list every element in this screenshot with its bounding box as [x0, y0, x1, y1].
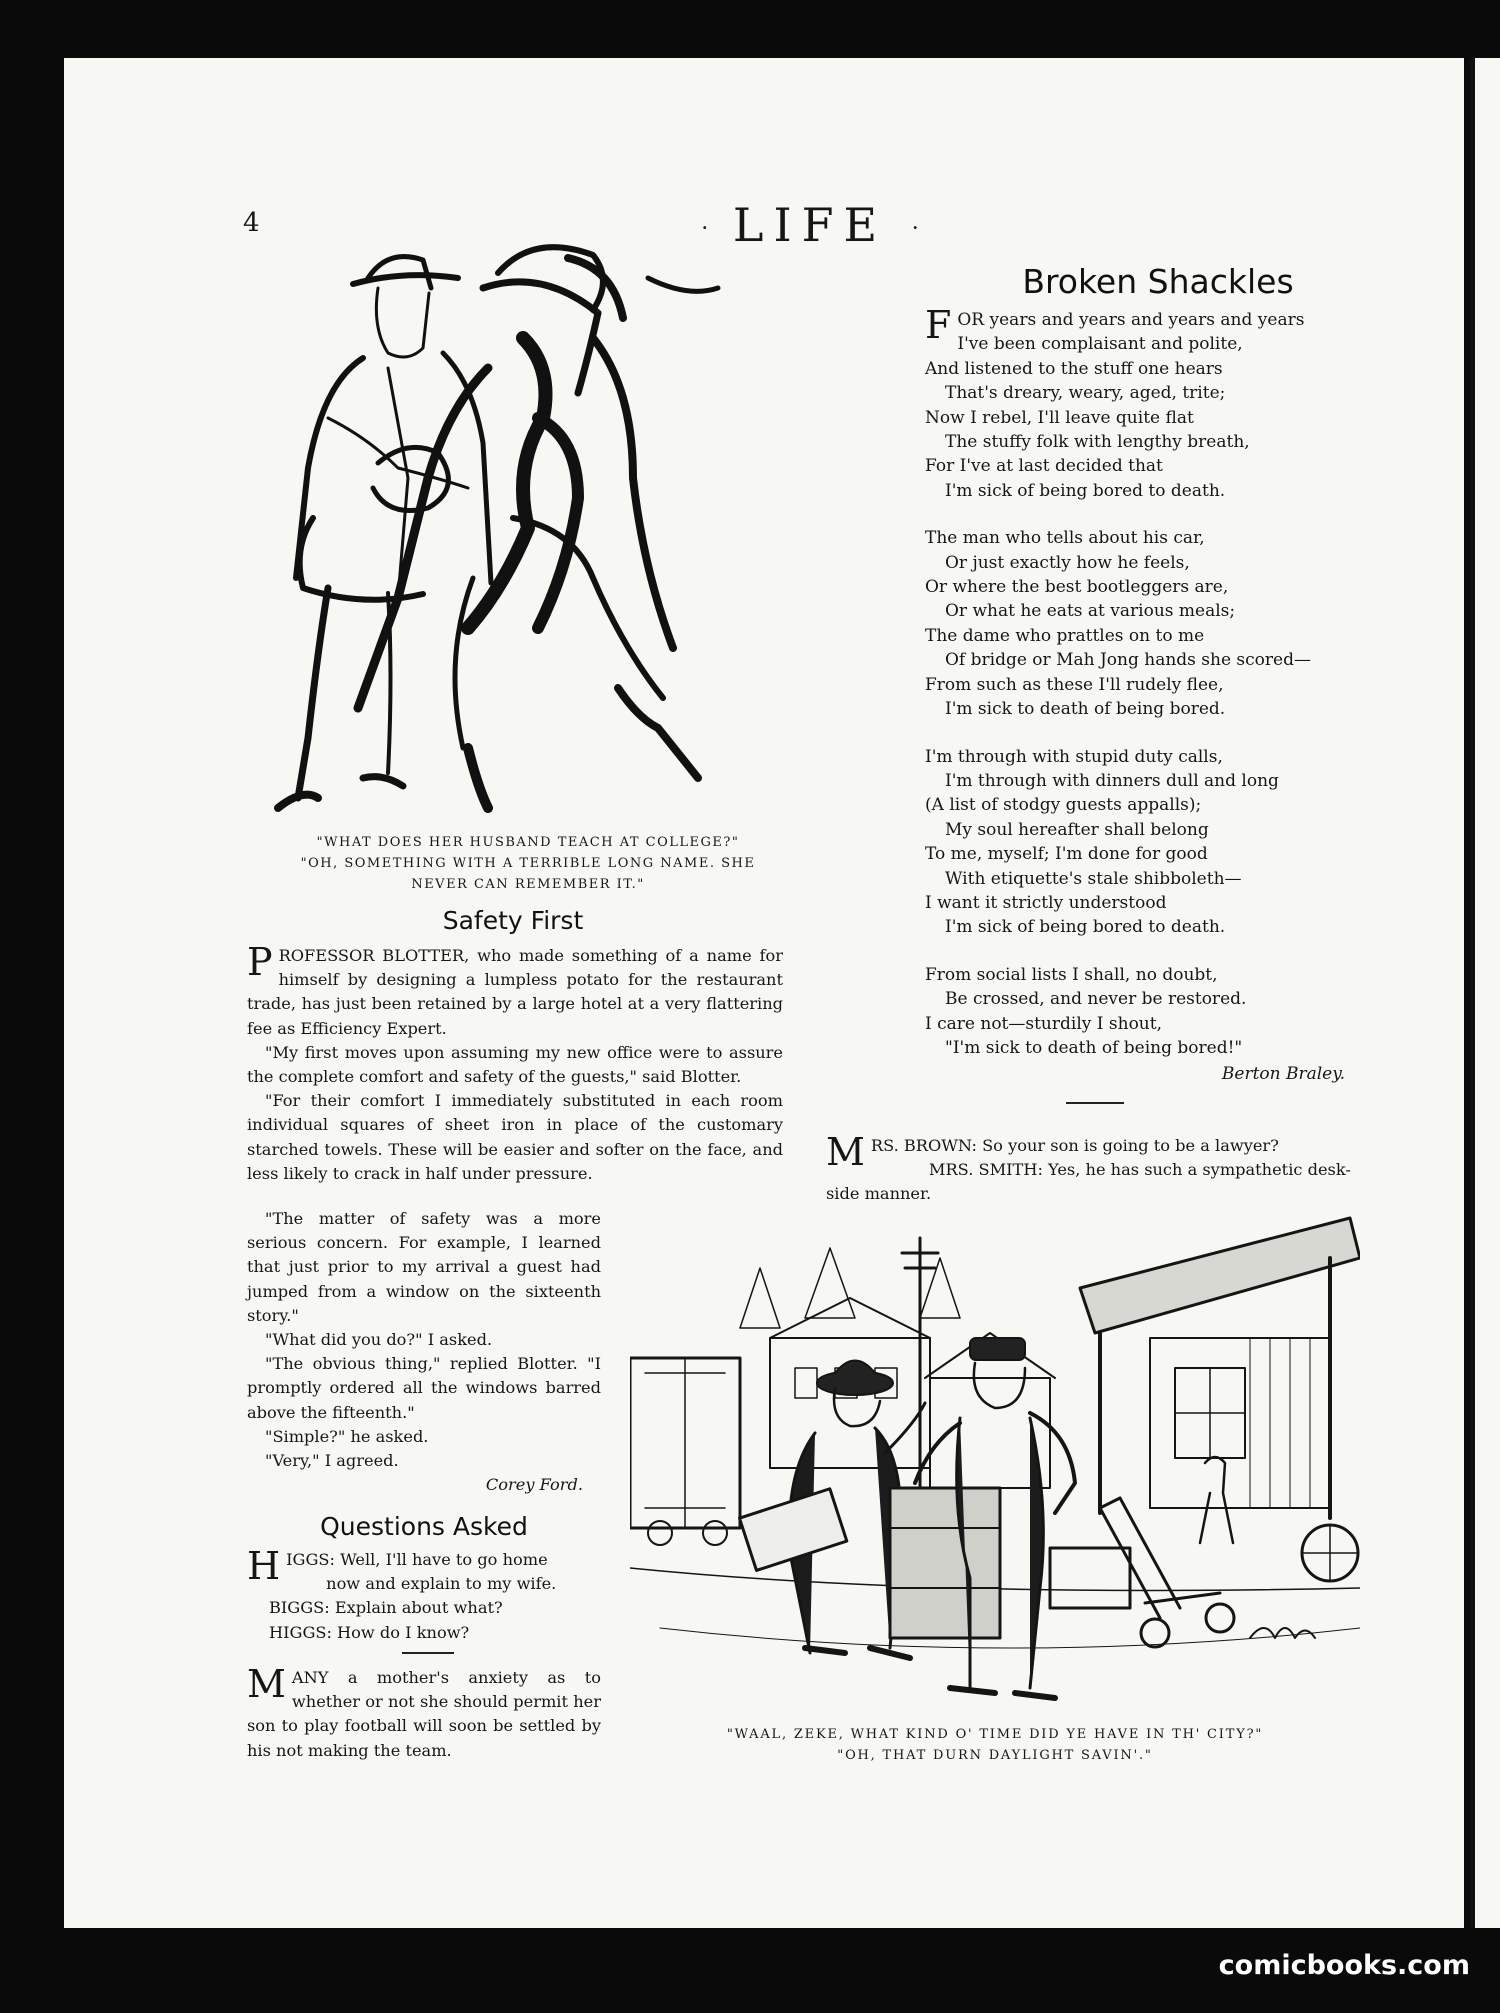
poem-line: From social lists I shall, no doubt, — [925, 964, 1218, 985]
questions-asked-body — [247, 1544, 607, 1645]
poem-line: I'm through with stupid duty calls, — [925, 746, 1223, 767]
facing-page-edge — [1470, 58, 1500, 1928]
station-cartoon — [630, 1208, 1360, 1718]
article-paragraph: "Simple?" he asked. — [265, 1426, 429, 1446]
article-paragraph: "What did you do?" I asked. — [265, 1330, 493, 1350]
article-paragraph: "Very," I agreed. — [265, 1451, 399, 1471]
joke-line: MRS. BROWN: So your son is going to be a lawyer? — [826, 1130, 1279, 1174]
poem-line: Or just exactly how he feels, — [945, 552, 1190, 573]
sketch-caption-line: "OH, SOMETHING WITH A TERRIBLE LONG NAME. SHE — [300, 856, 756, 871]
article-paragraph: "My first moves upon assuming my new office were to assure the complete comfort and safety of the guests," said Blotter. — [247, 1042, 783, 1087]
poem-line: The dame who prattles on to me — [925, 625, 1205, 646]
poem-body — [925, 303, 1345, 1087]
dialogue-line: HIGGS: Well, I'll have to go home — [247, 1544, 548, 1588]
dialogue-line: now and explain to my wife. — [326, 1574, 557, 1594]
masthead-dot-right: · — [911, 216, 919, 242]
poem-line: I've been complaisant and polite, — [957, 334, 1243, 355]
safety-first-body-wide — [247, 940, 783, 1186]
poem-line: Be crossed, and never be restored. — [945, 989, 1247, 1010]
poem-stanza — [925, 526, 1335, 721]
section-rule — [1066, 1102, 1124, 1104]
article-paragraph: PROFESSOR BLOTTER, who made something of a name for himself by designing a lumpless potato for the restaurant trade, has just been retained by a large hotel at a very flattering fee as Efficiency Expert. — [247, 940, 783, 1038]
article-paragraph: "For their comfort I immediately substituted in each room individual squares of sheet iron in place of the customary starched towels. These will be easier and softer on the face, and less likely to crack in half under pressure. — [247, 1091, 783, 1183]
football-quip — [247, 1662, 601, 1763]
poem-line: I'm through with dinners dull and long — [945, 770, 1279, 791]
safety-first-body-narrow — [247, 1207, 601, 1497]
sketch-caption-line: NEVER CAN REMEMBER IT." — [411, 877, 645, 892]
cartoon-caption-line: "WAAL, ZEKE, WHAT KIND O' TIME DID YE HAVE IN TH' CITY?" — [726, 1727, 1264, 1742]
poem-line: I'm sick of being bored to death. — [945, 480, 1226, 501]
article-paragraph: "The obvious thing," replied Blotter. "I promptly ordered all the windows barred above the fifteenth." — [247, 1354, 601, 1422]
poem-line: The stuffy folk with lengthy breath, — [945, 432, 1250, 453]
page-number: 4 — [243, 208, 260, 238]
poem-line: (A list of stodgy guests appalls); — [925, 795, 1202, 816]
joke-line: side manner. — [826, 1184, 932, 1204]
poem-line: I want it strictly understood — [925, 892, 1167, 913]
section-rule — [402, 1652, 454, 1654]
masthead-dot-left: · — [701, 216, 709, 242]
poem-line: FOR years and years and years and years — [925, 303, 1305, 347]
poem-title: Broken Shackles — [1022, 262, 1294, 301]
poem-line: "I'm sick to death of being bored!" — [945, 1037, 1243, 1058]
joke-line: MRS. SMITH: Yes, he has such a sympathetic desk- — [928, 1160, 1351, 1180]
cartoon-caption — [705, 1724, 1285, 1766]
poem-line: The man who tells about his car, — [925, 528, 1205, 549]
poem-line: I care not—sturdily I shout, — [925, 1013, 1162, 1034]
poem-stanza — [925, 745, 1335, 940]
poem-line: I'm sick to death of being bored. — [945, 699, 1226, 720]
site-watermark: comicbooks.com — [1218, 1950, 1470, 1981]
poem-line: Of bridge or Mah Jong hands she scored— — [945, 650, 1311, 671]
poem-line: With etiquette's stale shibboleth— — [945, 868, 1242, 889]
safety-first-title: Safety First — [442, 906, 584, 935]
article-paragraph: "The matter of safety was a more serious concern. For example, I learned that just prior to my arrival a guest had jumped from a window on the sixteenth story." — [247, 1209, 601, 1325]
dialogue-line: BIGGS: Explain about what? — [269, 1598, 503, 1618]
poem-line: My soul hereafter shall belong — [945, 819, 1209, 840]
poem-line: I'm sick of being bored to death. — [945, 917, 1226, 938]
poem-stanza — [925, 303, 1335, 503]
poem-line: For I've at last decided that — [925, 456, 1163, 477]
poem-line: To me, myself; I'm done for good — [925, 844, 1208, 865]
sketch-illustration — [268, 218, 748, 828]
sketch-caption — [278, 832, 778, 895]
poem-line: Now I rebel, I'll leave quite flat — [925, 407, 1194, 428]
poem-stanza — [925, 963, 1335, 1061]
poem-author: Berton Braley. — [1221, 1064, 1345, 1085]
poem-line: From such as these I'll rudely flee, — [925, 674, 1224, 695]
dialogue-line: HIGGS: How do I know? — [269, 1622, 470, 1642]
poem-line: And listened to the stuff one hears — [925, 358, 1223, 379]
poem-line: That's dreary, weary, aged, trite; — [945, 383, 1226, 404]
masthead-title: LIFE — [732, 198, 888, 252]
sketch-caption-line: "WHAT DOES HER HUSBAND TEACH AT COLLEGE?" — [316, 835, 740, 850]
article-author: Corey Ford. — [485, 1475, 583, 1495]
lawyer-joke — [826, 1130, 1366, 1207]
questions-asked-title: Questions Asked — [320, 1512, 528, 1541]
cartoon-caption-line: "OH, THAT DURN DAYLIGHT SAVIN'." — [837, 1748, 1153, 1763]
football-text: MANY a mother's anxiety as to whether or not she should permit her son to play football will soon be settled by his not making the team. — [247, 1662, 601, 1760]
poem-line: Or where the best bootleggers are, — [925, 577, 1229, 598]
poem-line: Or what he eats at various meals; — [945, 601, 1236, 622]
